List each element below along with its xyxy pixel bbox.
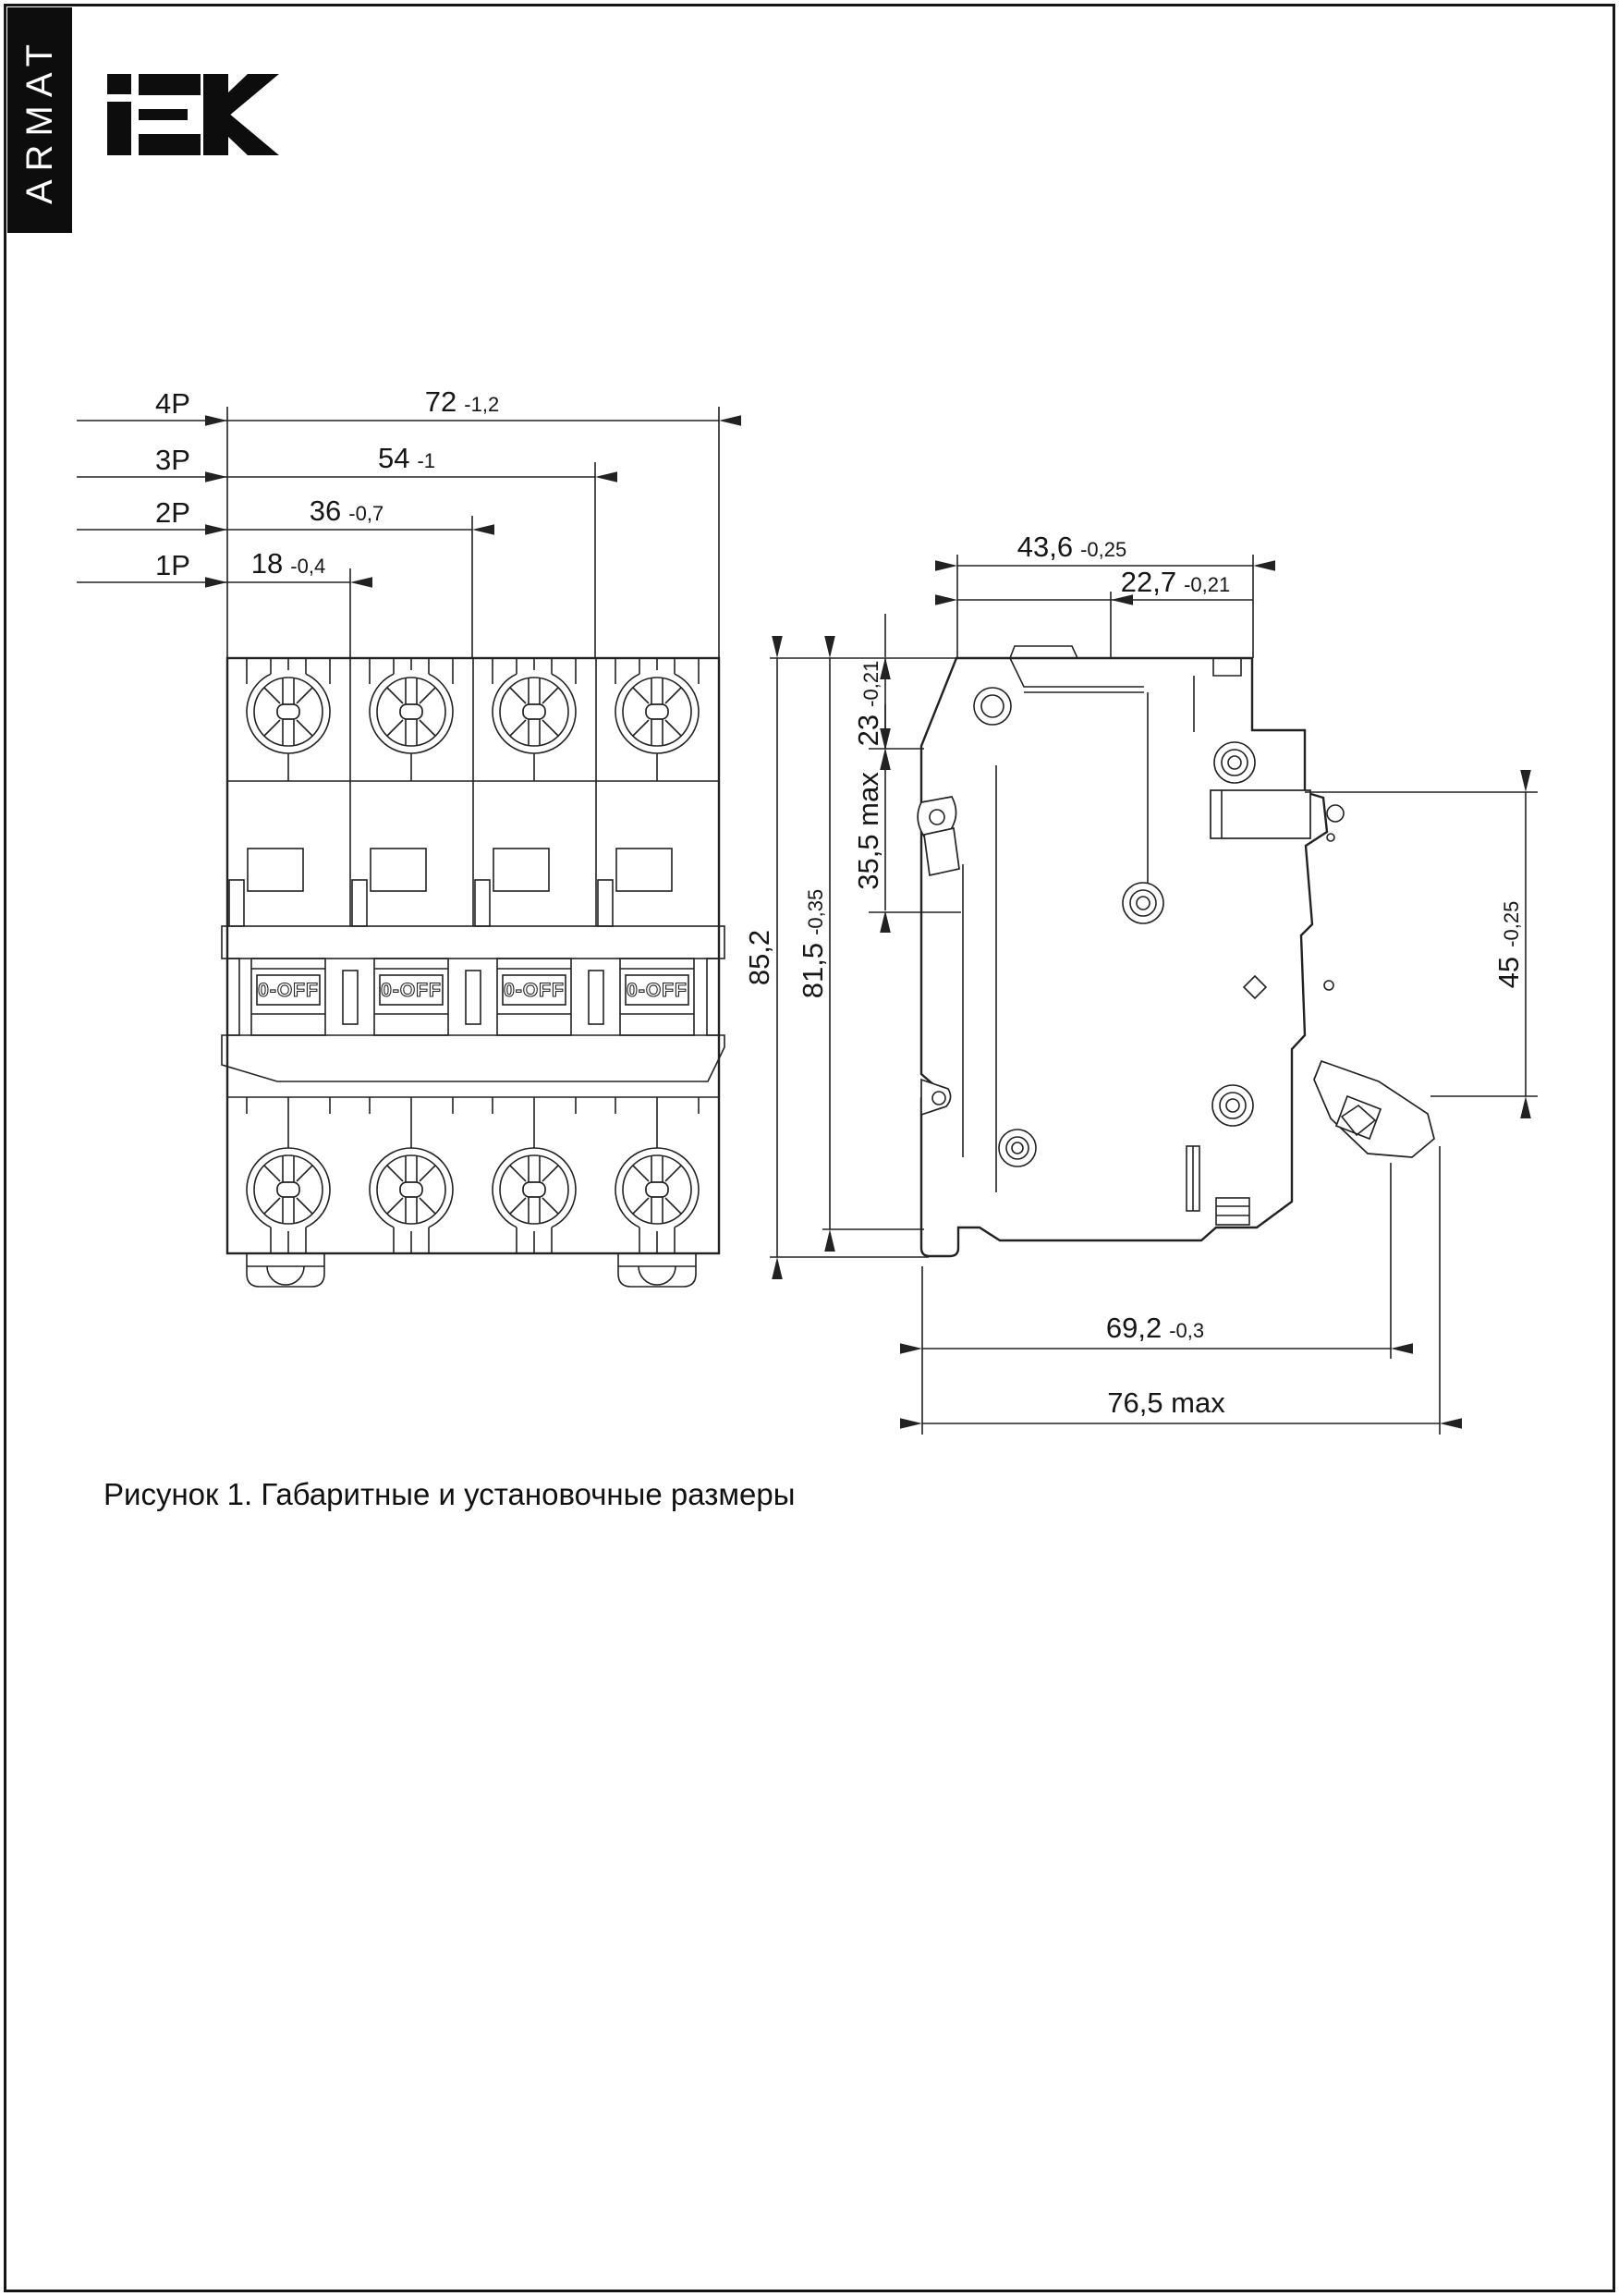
switch-label-2: 0-OFF (381, 980, 442, 1001)
pole-label-1p: 1P (155, 549, 190, 581)
front-view (222, 658, 724, 1287)
switch-label-1: 0-OFF (258, 980, 319, 1001)
dim-depth-mount: 69,2 -0,3 (1105, 1312, 1205, 1344)
dim-depth-max: 76,5 max (1107, 1386, 1225, 1419)
dim-din-offset: 23-0,21 (852, 660, 884, 747)
pole-label-3p: 3P (155, 444, 190, 476)
armat-series-label: ARMAT (18, 35, 60, 205)
dim-height-body: 81,5-0,35 (797, 888, 829, 999)
dim-width-2p: 36 -0,7 (309, 495, 384, 527)
pole-label-2p: 2P (155, 496, 190, 529)
dim-width-4p: 72 -1,2 (424, 385, 500, 418)
dim-width-3p: 54 -1 (377, 442, 436, 474)
front-view-width-dimensions (77, 385, 719, 658)
dim-depth-total: 43,6 -0,25 (1016, 531, 1127, 563)
side-view (918, 646, 1434, 1256)
switch-label-4: 0-OFF (627, 980, 688, 1001)
dim-handle-zone: 35,5 max (852, 772, 884, 890)
dim-depth-handle: 22,7 -0,21 (1120, 566, 1231, 598)
dim-din-claw: 45-0,25 (1492, 900, 1525, 989)
figure-caption: Рисунок 1. Габаритные и установочные размеры (103, 1477, 796, 1511)
pole-label-4p: 4P (155, 387, 190, 420)
switch-label-3: 0-OFF (504, 980, 565, 1001)
dim-width-1p: 18 -0,4 (250, 547, 326, 580)
dim-height-total: 85,2 (743, 929, 775, 986)
